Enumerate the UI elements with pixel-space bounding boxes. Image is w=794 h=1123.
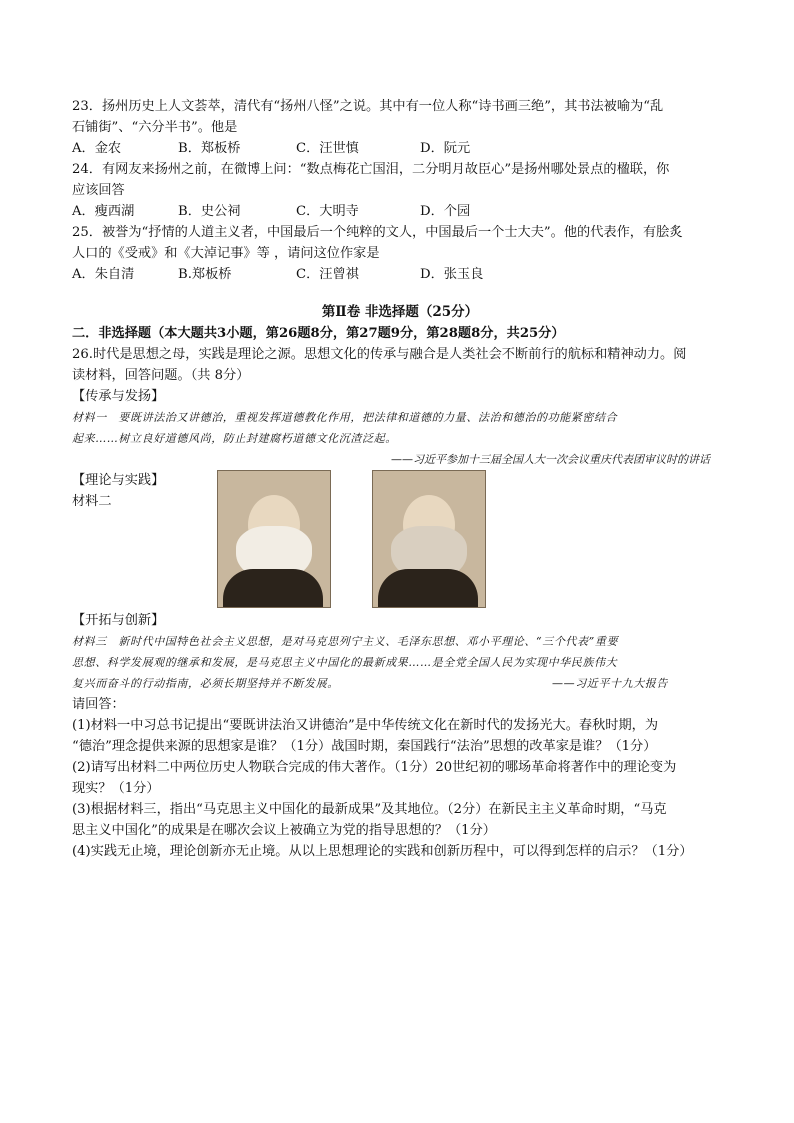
q25-option-b: B.郑板桥 — [178, 267, 232, 282]
q25-option-d: D．张玉良 — [420, 267, 484, 282]
question-24 — [72, 159, 728, 222]
material-1-line-1: 材料一 要既讲法治又讲德治，重视发挥道德教化作用，把法律和道德的力量、法治和德治的功能紧密结合 — [72, 411, 618, 424]
q26-intro-line-2: 读材料，回答问题。（共 8分） — [72, 368, 250, 383]
q25-option-a: A．朱自清 — [72, 267, 135, 282]
material-1-line-2: 起来……树立良好道德风尚，防止封建腐朽道德文化沉渣泛起。 — [72, 432, 397, 445]
q23-option-b: B．郑板桥 — [178, 141, 241, 156]
question-25 — [72, 222, 728, 285]
material-2-label: 材料二 — [72, 494, 112, 509]
sub-question-4-line-1: (4)实践无止境，理论创新亦无止境。从以上思想理论的实践和创新历程中，可以得到怎样的启示？（1分） — [72, 844, 693, 859]
question-26 — [72, 344, 728, 862]
heading-innovate: 【开拓与创新】 — [72, 613, 165, 628]
answer-prompt: 请回答： — [72, 697, 125, 712]
q25-line-1: 25．被誉为“抒情的人道主义者，中国最后一个纯粹的文人，中国最后一个士大夫”。他的代表作，有脍炙 — [72, 225, 683, 240]
q23-line-1: 23．扬州历史上人文荟萃，清代有“扬州八怪”之说。其中有一位人称“诗书画三绝”，其书法被喻为“乱 — [72, 99, 664, 114]
material-3-line-1: 材料三 新时代中国特色社会主义思想，是对马克思列宁主义、毛泽东思想、邓小平理论、“三个代表”重要 — [72, 635, 619, 648]
q23-option-c: C．汪世慎 — [296, 141, 359, 156]
sub-question-2-line-1: (2)请写出材料二中两位历史人物联合完成的伟大著作。（1分）20世纪初的哪场革命将著作中的理论变为 — [72, 760, 677, 775]
material-3-line-3: 复兴而奋斗的行动指南，必须长期坚持并不断发展。 — [72, 677, 339, 690]
material-1-source: ——习近平参加十三届全国人大一次会议重庆代表团审议时的讲话 — [391, 453, 710, 466]
material-2-row — [72, 470, 728, 610]
q25-option-c: C．汪曾祺 — [296, 267, 359, 282]
material-3-source: ——习近平十九大报告 — [552, 677, 668, 690]
heading-inherit: 【传承与发扬】 — [72, 389, 165, 404]
heading-theory: 【理论与实践】 — [72, 473, 165, 488]
material-3-line-2: 思想、科学发展观的继承和发展，是马克思主义中国化的最新成果……是全党全国人民为实现中华民族伟大 — [72, 656, 618, 669]
q24-option-b: B．史公祠 — [178, 204, 241, 219]
q25-options — [72, 264, 728, 285]
sub-question-1-line-1: (1)材料一中习总书记提出“要既讲法治又讲德治”是中华传统文化在新时代的发扬光大。春秋时期，为 — [72, 718, 659, 733]
q26-intro-line-1: 26.时代是思想之母，实践是理论之源。思想文化的传承与融合是人类社会不断前行的航标和精神动力。阅 — [72, 347, 687, 362]
exam-page — [72, 96, 728, 862]
q25-line-2: 人口的《受戒》和《大淖记事》等 ，请问这位作家是 — [72, 246, 380, 261]
q24-line-1: 24．有网友来扬州之前，在微博上问：“数点梅花亡国泪，二分明月故臣心”是扬州哪处景点的楹联，你 — [72, 162, 670, 177]
sub-question-1-line-2: “德治”理念提供来源的思想家是谁？（1分）战国时期，秦国践行“法治”思想的改革家是谁？（1分） — [72, 739, 657, 754]
q23-option-d: D．阮元 — [420, 141, 471, 156]
q24-line-2: 应该回答 — [72, 183, 125, 198]
q23-options — [72, 138, 728, 159]
sub-question-3-line-1: (3)根据材料三，指出“马克思主义中国化的最新成果”及其地位。（2分）在新民主主义革命时期，“马克 — [72, 802, 667, 817]
section-2-subtitle: 二．非选择题（本大题共3小题，第26题8分，第27题9分，第28题8分，共25分） — [72, 326, 565, 341]
material-3-line-3-row — [72, 673, 728, 694]
q23-option-a: A．金农 — [72, 141, 122, 156]
sub-question-3-line-2: 思主义中国化”的成果是在哪次会议上被确立为党的指导思想的？（1分） — [72, 823, 496, 838]
portrait-photo-2 — [372, 470, 486, 608]
section-2-title: 第Ⅱ卷 非选择题（25分） — [321, 304, 479, 320]
q23-line-2: 石铺街”、“六分半书”。他是 — [72, 120, 238, 135]
q24-options — [72, 201, 728, 222]
q24-option-c: C．大明寺 — [296, 204, 359, 219]
sub-question-2-line-2: 现实？（1分） — [72, 781, 160, 796]
q24-option-a: A．瘦西湖 — [72, 204, 135, 219]
portrait-photo-1 — [217, 470, 331, 608]
q24-option-d: D．个园 — [420, 204, 471, 219]
question-23 — [72, 96, 728, 159]
